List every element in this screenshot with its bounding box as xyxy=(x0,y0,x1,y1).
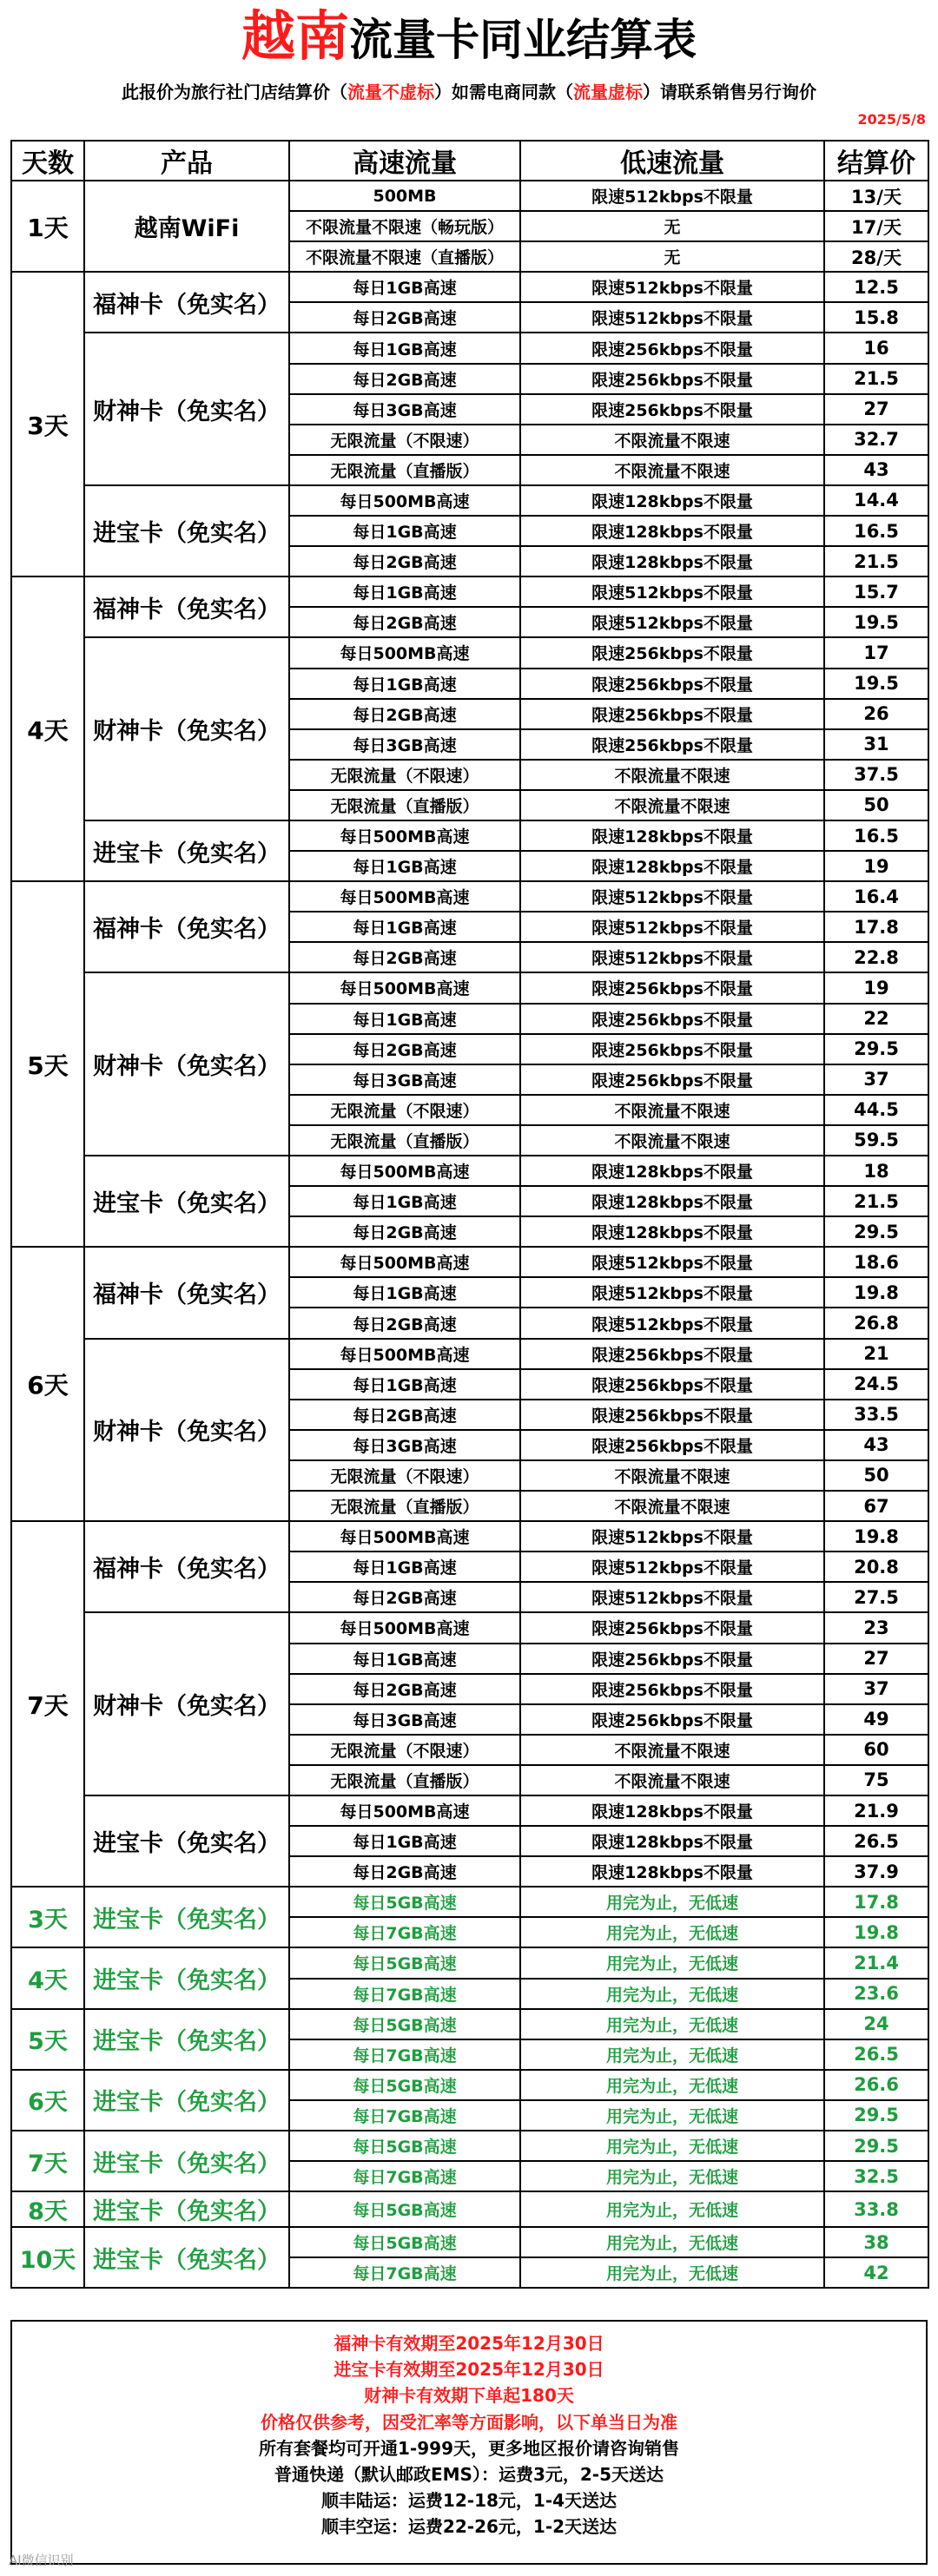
low-speed-cell: 不限流量不限速 xyxy=(520,760,824,790)
low-speed-cell: 限速512kbps不限量 xyxy=(520,302,824,333)
high-speed-cell: 每日3GB高速 xyxy=(289,394,520,425)
low-speed-cell: 用完为止，无低速 xyxy=(520,2100,824,2131)
high-speed-cell: 每日5GB高速 xyxy=(289,2191,520,2227)
product-cell: 进宝卡（免实名） xyxy=(84,2009,289,2070)
low-speed-cell: 限速256kbps不限量 xyxy=(520,669,824,699)
high-speed-cell: 每日500MB高速 xyxy=(289,881,520,912)
high-speed-cell: 无限流量（不限速） xyxy=(289,1735,520,1765)
low-speed-cell: 限速256kbps不限量 xyxy=(520,1064,824,1095)
high-speed-cell: 每日1GB高速 xyxy=(289,1552,520,1582)
price-cell: 26.6 xyxy=(824,2070,928,2100)
day-cell: 5天 xyxy=(11,2009,84,2070)
low-speed-cell: 用完为止，无低速 xyxy=(520,2131,824,2161)
high-speed-cell: 无限流量（不限速） xyxy=(289,760,520,790)
high-speed-cell: 每日5GB高速 xyxy=(289,2227,520,2257)
low-speed-cell: 用完为止，无低速 xyxy=(520,2191,824,2227)
high-speed-cell: 500MB xyxy=(289,181,520,211)
product-cell: 财神卡（免实名） xyxy=(84,1612,289,1795)
price-cell: 43 xyxy=(824,1430,928,1460)
price-cell: 21 xyxy=(824,1339,928,1369)
price-cell: 17/天 xyxy=(824,211,928,241)
high-speed-cell: 每日500MB高速 xyxy=(289,1795,520,1826)
low-speed-cell: 限速256kbps不限量 xyxy=(520,1400,824,1430)
price-cell: 19.8 xyxy=(824,1917,928,1947)
product-cell: 福神卡（免实名） xyxy=(84,272,289,333)
high-speed-cell: 每日1GB高速 xyxy=(289,1369,520,1400)
price-cell: 33.8 xyxy=(824,2191,928,2227)
note-line: 普通快递（默认邮政EMS）：运费3元，2-5天送达 xyxy=(274,2464,664,2486)
high-speed-cell: 每日2GB高速 xyxy=(289,1400,520,1430)
table-row xyxy=(11,2227,928,2257)
table-row xyxy=(11,1521,928,1552)
header-price: 结算价 xyxy=(824,141,928,181)
table-row xyxy=(11,576,928,607)
low-speed-cell: 限速512kbps不限量 xyxy=(520,1552,824,1582)
low-speed-cell: 限速128kbps不限量 xyxy=(520,1856,824,1887)
low-speed-cell: 用完为止，无低速 xyxy=(520,2227,824,2257)
high-speed-cell: 每日1GB高速 xyxy=(289,669,520,699)
price-cell: 22.8 xyxy=(824,942,928,972)
product-cell: 进宝卡（免实名） xyxy=(84,1887,289,1947)
table-row xyxy=(11,272,928,302)
product-cell: 福神卡（免实名） xyxy=(84,1521,289,1612)
high-speed-cell: 每日1GB高速 xyxy=(289,333,520,363)
low-speed-cell: 不限流量不限速 xyxy=(520,1491,824,1521)
high-speed-cell: 每日3GB高速 xyxy=(289,1430,520,1460)
high-speed-cell: 每日2GB高速 xyxy=(289,546,520,576)
low-speed-cell: 不限流量不限速 xyxy=(520,455,824,485)
table-row xyxy=(11,2191,928,2227)
low-speed-cell: 限速256kbps不限量 xyxy=(520,1644,824,1674)
price-cell: 16.5 xyxy=(824,516,928,546)
high-speed-cell: 每日2GB高速 xyxy=(289,607,520,637)
low-speed-cell: 限速256kbps不限量 xyxy=(520,729,824,760)
price-cell: 50 xyxy=(824,1460,928,1491)
date-label: 2025/5/8 xyxy=(857,111,926,128)
price-cell: 27.5 xyxy=(824,1582,928,1612)
low-speed-cell: 限速256kbps不限量 xyxy=(520,699,824,729)
price-cell: 15.8 xyxy=(824,302,928,333)
high-speed-cell: 每日7GB高速 xyxy=(289,2161,520,2191)
high-speed-cell: 每日500MB高速 xyxy=(289,820,520,851)
low-speed-cell: 用完为止，无低速 xyxy=(520,2257,824,2288)
price-cell: 27 xyxy=(824,394,928,425)
high-speed-cell: 每日1GB高速 xyxy=(289,851,520,881)
high-speed-cell: 每日3GB高速 xyxy=(289,1704,520,1735)
high-speed-cell: 每日1GB高速 xyxy=(289,272,520,302)
low-speed-cell: 用完为止，无低速 xyxy=(520,1887,824,1917)
price-cell: 21.5 xyxy=(824,1186,928,1216)
price-cell: 37 xyxy=(824,1674,928,1704)
low-speed-cell: 限速256kbps不限量 xyxy=(520,1369,824,1400)
price-cell: 32.5 xyxy=(824,2161,928,2191)
price-table xyxy=(10,140,929,2289)
high-speed-cell: 每日1GB高速 xyxy=(289,1186,520,1216)
low-speed-cell: 限速256kbps不限量 xyxy=(520,1430,824,1460)
page-title: 越南流量卡同业结算表 xyxy=(241,4,697,68)
table-row xyxy=(11,2131,928,2161)
product-cell: 财神卡（免实名） xyxy=(84,1339,289,1522)
header-low-speed: 低速流量 xyxy=(520,141,824,181)
product-cell: 进宝卡（免实名） xyxy=(84,2131,289,2191)
price-cell: 32.7 xyxy=(824,425,928,455)
price-cell: 21.4 xyxy=(824,1947,928,1978)
high-speed-cell: 不限流量不限速（畅玩版） xyxy=(289,211,520,241)
price-cell: 16 xyxy=(824,333,928,363)
price-cell: 33.5 xyxy=(824,1400,928,1430)
price-cell: 19 xyxy=(824,851,928,881)
low-speed-cell: 限速512kbps不限量 xyxy=(520,181,824,211)
high-speed-cell: 每日3GB高速 xyxy=(289,729,520,760)
low-speed-cell: 限速256kbps不限量 xyxy=(520,1339,824,1369)
price-cell: 44.5 xyxy=(824,1095,928,1125)
product-cell: 进宝卡（免实名） xyxy=(84,2191,289,2227)
low-speed-cell: 不限流量不限速 xyxy=(520,1095,824,1125)
notes-box xyxy=(10,2320,928,2565)
price-cell: 26.5 xyxy=(824,2039,928,2070)
low-speed-cell: 用完为止，无低速 xyxy=(520,2070,824,2100)
header-days: 天数 xyxy=(11,141,84,181)
low-speed-cell: 用完为止，无低速 xyxy=(520,2009,824,2039)
high-speed-cell: 每日2GB高速 xyxy=(289,1216,520,1247)
price-cell: 17 xyxy=(824,637,928,668)
table-row xyxy=(11,1887,928,1917)
day-cell: 6天 xyxy=(11,2070,84,2131)
low-speed-cell: 限速256kbps不限量 xyxy=(520,364,824,394)
subtitle: 此报价为旅行社门店结算价（流量不虚标）如需电商同款（流量虚标）请联系销售另行询价 xyxy=(122,82,816,102)
high-speed-cell: 每日500MB高速 xyxy=(289,1521,520,1552)
day-cell: 5天 xyxy=(11,881,84,1247)
note-line: 顺丰空运：运费22-26元，1-2天送达 xyxy=(320,2516,618,2538)
day-cell: 10天 xyxy=(11,2227,84,2288)
low-speed-cell: 限速128kbps不限量 xyxy=(520,546,824,576)
price-cell: 18.6 xyxy=(824,1247,928,1277)
price-cell: 49 xyxy=(824,1704,928,1735)
low-speed-cell: 限速512kbps不限量 xyxy=(520,1247,824,1277)
price-cell: 19.5 xyxy=(824,669,928,699)
low-speed-cell: 用完为止，无低速 xyxy=(520,2039,824,2070)
price-cell: 24 xyxy=(824,2009,928,2039)
note-line: 财神卡有效期下单起180天 xyxy=(364,2385,574,2407)
low-speed-cell: 限速128kbps不限量 xyxy=(520,516,824,546)
high-speed-cell: 每日1GB高速 xyxy=(289,1644,520,1674)
table-row xyxy=(11,1339,928,1369)
low-speed-cell: 限速128kbps不限量 xyxy=(520,1826,824,1856)
product-cell: 福神卡（免实名） xyxy=(84,1247,289,1338)
high-speed-cell: 每日2GB高速 xyxy=(289,1034,520,1064)
high-speed-cell: 每日1GB高速 xyxy=(289,576,520,607)
day-cell: 7天 xyxy=(11,2131,84,2191)
product-cell: 福神卡（免实名） xyxy=(84,576,289,637)
high-speed-cell: 无限流量（不限速） xyxy=(289,1095,520,1125)
high-speed-cell: 无限流量（直播版） xyxy=(289,790,520,820)
product-cell: 进宝卡（免实名） xyxy=(84,2070,289,2131)
high-speed-cell: 无限流量（直播版） xyxy=(289,1125,520,1156)
low-speed-cell: 不限流量不限速 xyxy=(520,425,824,455)
price-cell: 16.4 xyxy=(824,881,928,912)
price-cell: 43 xyxy=(824,455,928,485)
high-speed-cell: 无限流量（直播版） xyxy=(289,1491,520,1521)
low-speed-cell: 限速512kbps不限量 xyxy=(520,1582,824,1612)
price-cell: 23.6 xyxy=(824,1979,928,2009)
high-speed-cell: 每日5GB高速 xyxy=(289,2009,520,2039)
high-speed-cell: 每日500MB高速 xyxy=(289,1247,520,1277)
low-speed-cell: 用完为止，无低速 xyxy=(520,1979,824,2009)
price-cell: 26.8 xyxy=(824,1308,928,1338)
high-speed-cell: 每日1GB高速 xyxy=(289,1826,520,1856)
table-row xyxy=(11,2070,928,2100)
product-cell: 财神卡（免实名） xyxy=(84,972,289,1156)
low-speed-cell: 限速512kbps不限量 xyxy=(520,912,824,942)
price-cell: 59.5 xyxy=(824,1125,928,1156)
product-cell: 进宝卡（免实名） xyxy=(84,485,289,576)
note-line: 价格仅供参考，因受汇率等方面影响，以下单当日为准 xyxy=(261,2411,677,2433)
table-row xyxy=(11,1156,928,1186)
price-cell: 37 xyxy=(824,1064,928,1095)
high-speed-cell: 每日3GB高速 xyxy=(289,1064,520,1095)
low-speed-cell: 限速128kbps不限量 xyxy=(520,851,824,881)
table-row xyxy=(11,1612,928,1643)
day-cell: 1天 xyxy=(11,181,84,272)
high-speed-cell: 每日2GB高速 xyxy=(289,699,520,729)
price-cell: 42 xyxy=(824,2257,928,2288)
high-speed-cell: 每日500MB高速 xyxy=(289,972,520,1003)
price-cell: 13/天 xyxy=(824,181,928,211)
low-speed-cell: 限速256kbps不限量 xyxy=(520,1004,824,1034)
day-cell: 8天 xyxy=(11,2191,84,2227)
product-cell: 进宝卡（免实名） xyxy=(84,820,289,881)
high-speed-cell: 每日500MB高速 xyxy=(289,1156,520,1186)
day-cell: 7天 xyxy=(11,1521,84,1887)
table-row xyxy=(11,1795,928,1826)
high-speed-cell: 每日2GB高速 xyxy=(289,302,520,333)
high-speed-cell: 每日5GB高速 xyxy=(289,2131,520,2161)
low-speed-cell: 限速256kbps不限量 xyxy=(520,972,824,1003)
high-speed-cell: 每日500MB高速 xyxy=(289,637,520,668)
note-line: 所有套餐均可开通1-999天，更多地区报价请咨询销售 xyxy=(259,2437,679,2459)
high-speed-cell: 每日500MB高速 xyxy=(289,1339,520,1369)
price-cell: 23 xyxy=(824,1612,928,1643)
low-speed-cell: 不限流量不限速 xyxy=(520,1765,824,1795)
low-speed-cell: 限速256kbps不限量 xyxy=(520,1674,824,1704)
high-speed-cell: 每日1GB高速 xyxy=(289,1004,520,1034)
price-cell: 12.5 xyxy=(824,272,928,302)
price-cell: 21.9 xyxy=(824,1795,928,1826)
watermark: AI微信识别 xyxy=(9,2553,74,2568)
table-row xyxy=(11,820,928,851)
price-cell: 38 xyxy=(824,2227,928,2257)
high-speed-cell: 无限流量（直播版） xyxy=(289,455,520,485)
low-speed-cell: 无 xyxy=(520,211,824,241)
high-speed-cell: 无限流量（不限速） xyxy=(289,425,520,455)
product-cell: 越南WiFi xyxy=(84,181,289,272)
product-cell: 进宝卡（免实名） xyxy=(84,1947,289,2008)
low-speed-cell: 限速512kbps不限量 xyxy=(520,607,824,637)
price-cell: 20.8 xyxy=(824,1552,928,1582)
price-cell: 50 xyxy=(824,790,928,820)
low-speed-cell: 无 xyxy=(520,241,824,272)
low-speed-cell: 用完为止，无低速 xyxy=(520,1917,824,1947)
high-speed-cell: 每日2GB高速 xyxy=(289,1856,520,1887)
high-speed-cell: 每日7GB高速 xyxy=(289,2039,520,2070)
low-speed-cell: 限速512kbps不限量 xyxy=(520,1521,824,1552)
high-speed-cell: 每日2GB高速 xyxy=(289,942,520,972)
product-cell: 进宝卡（免实名） xyxy=(84,1795,289,1887)
low-speed-cell: 限速256kbps不限量 xyxy=(520,1034,824,1064)
high-speed-cell: 每日5GB高速 xyxy=(289,1947,520,1978)
low-speed-cell: 限速128kbps不限量 xyxy=(520,1216,824,1247)
price-cell: 67 xyxy=(824,1491,928,1521)
day-cell: 6天 xyxy=(11,1247,84,1521)
product-cell: 财神卡（免实名） xyxy=(84,637,289,820)
price-cell: 29.5 xyxy=(824,2100,928,2131)
low-speed-cell: 限速256kbps不限量 xyxy=(520,1612,824,1643)
price-cell: 26 xyxy=(824,699,928,729)
low-speed-cell: 不限流量不限速 xyxy=(520,1125,824,1156)
low-speed-cell: 限速128kbps不限量 xyxy=(520,1186,824,1216)
high-speed-cell: 每日2GB高速 xyxy=(289,1674,520,1704)
high-speed-cell: 每日2GB高速 xyxy=(289,1308,520,1338)
low-speed-cell: 限速512kbps不限量 xyxy=(520,576,824,607)
header-row xyxy=(11,141,928,181)
note-line: 福神卡有效期至2025年12月30日 xyxy=(334,2333,604,2354)
low-speed-cell: 用完为止，无低速 xyxy=(520,2161,824,2191)
high-speed-cell: 每日2GB高速 xyxy=(289,364,520,394)
high-speed-cell: 每日7GB高速 xyxy=(289,1917,520,1947)
high-speed-cell: 每日500MB高速 xyxy=(289,485,520,516)
price-cell: 60 xyxy=(824,1735,928,1765)
price-cell: 37.5 xyxy=(824,760,928,790)
table-row xyxy=(11,181,928,211)
header-product: 产品 xyxy=(84,141,289,181)
high-speed-cell: 无限流量（不限速） xyxy=(289,1460,520,1491)
product-cell: 福神卡（免实名） xyxy=(84,881,289,972)
day-cell: 4天 xyxy=(11,1947,84,2008)
price-cell: 37.9 xyxy=(824,1856,928,1887)
low-speed-cell: 限速512kbps不限量 xyxy=(520,881,824,912)
low-speed-cell: 限速256kbps不限量 xyxy=(520,637,824,668)
price-cell: 29.5 xyxy=(824,2131,928,2161)
price-cell: 27 xyxy=(824,1644,928,1674)
product-cell: 进宝卡（免实名） xyxy=(84,2227,289,2288)
table-row xyxy=(11,1947,928,1978)
price-cell: 19.5 xyxy=(824,607,928,637)
price-cell: 24.5 xyxy=(824,1369,928,1400)
header-high-speed: 高速流量 xyxy=(289,141,520,181)
high-speed-cell: 无限流量（直播版） xyxy=(289,1765,520,1795)
price-cell: 22 xyxy=(824,1004,928,1034)
low-speed-cell: 不限流量不限速 xyxy=(520,1460,824,1491)
price-cell: 18 xyxy=(824,1156,928,1186)
high-speed-cell: 每日7GB高速 xyxy=(289,1979,520,2009)
day-cell: 3天 xyxy=(11,272,84,576)
low-speed-cell: 限速512kbps不限量 xyxy=(520,1308,824,1338)
low-speed-cell: 限速256kbps不限量 xyxy=(520,1704,824,1735)
product-cell: 财神卡（免实名） xyxy=(84,333,289,484)
price-cell: 19.8 xyxy=(824,1277,928,1308)
day-cell: 3天 xyxy=(11,1887,84,1947)
low-speed-cell: 不限流量不限速 xyxy=(520,790,824,820)
table-row xyxy=(11,1247,928,1277)
high-speed-cell: 每日7GB高速 xyxy=(289,2257,520,2288)
high-speed-cell: 每日1GB高速 xyxy=(289,1277,520,1308)
high-speed-cell: 每日500MB高速 xyxy=(289,1612,520,1643)
low-speed-cell: 限速128kbps不限量 xyxy=(520,485,824,516)
low-speed-cell: 限速128kbps不限量 xyxy=(520,1156,824,1186)
note-line: 进宝卡有效期至2025年12月30日 xyxy=(334,2359,604,2381)
high-speed-cell: 不限流量不限速（直播版） xyxy=(289,241,520,272)
price-cell: 14.4 xyxy=(824,485,928,516)
high-speed-cell: 每日5GB高速 xyxy=(289,2070,520,2100)
price-cell: 21.5 xyxy=(824,364,928,394)
price-cell: 26.5 xyxy=(824,1826,928,1856)
table-body xyxy=(11,181,928,2288)
low-speed-cell: 限速256kbps不限量 xyxy=(520,333,824,363)
high-speed-cell: 每日5GB高速 xyxy=(289,1887,520,1917)
table-row xyxy=(11,2009,928,2039)
price-cell: 28/天 xyxy=(824,241,928,272)
low-speed-cell: 限速512kbps不限量 xyxy=(520,942,824,972)
price-cell: 19 xyxy=(824,972,928,1003)
table-row xyxy=(11,333,928,363)
price-cell: 29.5 xyxy=(824,1034,928,1064)
low-speed-cell: 限速256kbps不限量 xyxy=(520,394,824,425)
price-cell: 31 xyxy=(824,729,928,760)
price-cell: 17.8 xyxy=(824,1887,928,1917)
high-speed-cell: 每日7GB高速 xyxy=(289,2100,520,2131)
table-row xyxy=(11,485,928,516)
high-speed-cell: 每日1GB高速 xyxy=(289,516,520,546)
price-cell: 16.5 xyxy=(824,820,928,851)
low-speed-cell: 限速512kbps不限量 xyxy=(520,1277,824,1308)
note-line: 顺丰陆运：运费12-18元，1-4天送达 xyxy=(320,2490,618,2512)
low-speed-cell: 用完为止，无低速 xyxy=(520,1947,824,1978)
high-speed-cell: 每日1GB高速 xyxy=(289,912,520,942)
low-speed-cell: 限速512kbps不限量 xyxy=(520,272,824,302)
price-cell: 19.8 xyxy=(824,1521,928,1552)
table-row xyxy=(11,881,928,912)
price-cell: 75 xyxy=(824,1765,928,1795)
table-row xyxy=(11,972,928,1003)
price-cell: 17.8 xyxy=(824,912,928,942)
price-cell: 29.5 xyxy=(824,1216,928,1247)
product-cell: 进宝卡（免实名） xyxy=(84,1156,289,1247)
high-speed-cell: 每日2GB高速 xyxy=(289,1582,520,1612)
table-row xyxy=(11,637,928,668)
day-cell: 4天 xyxy=(11,576,84,881)
price-cell: 15.7 xyxy=(824,576,928,607)
low-speed-cell: 不限流量不限速 xyxy=(520,1735,824,1765)
low-speed-cell: 限速128kbps不限量 xyxy=(520,1795,824,1826)
price-cell: 21.5 xyxy=(824,546,928,576)
low-speed-cell: 限速128kbps不限量 xyxy=(520,820,824,851)
